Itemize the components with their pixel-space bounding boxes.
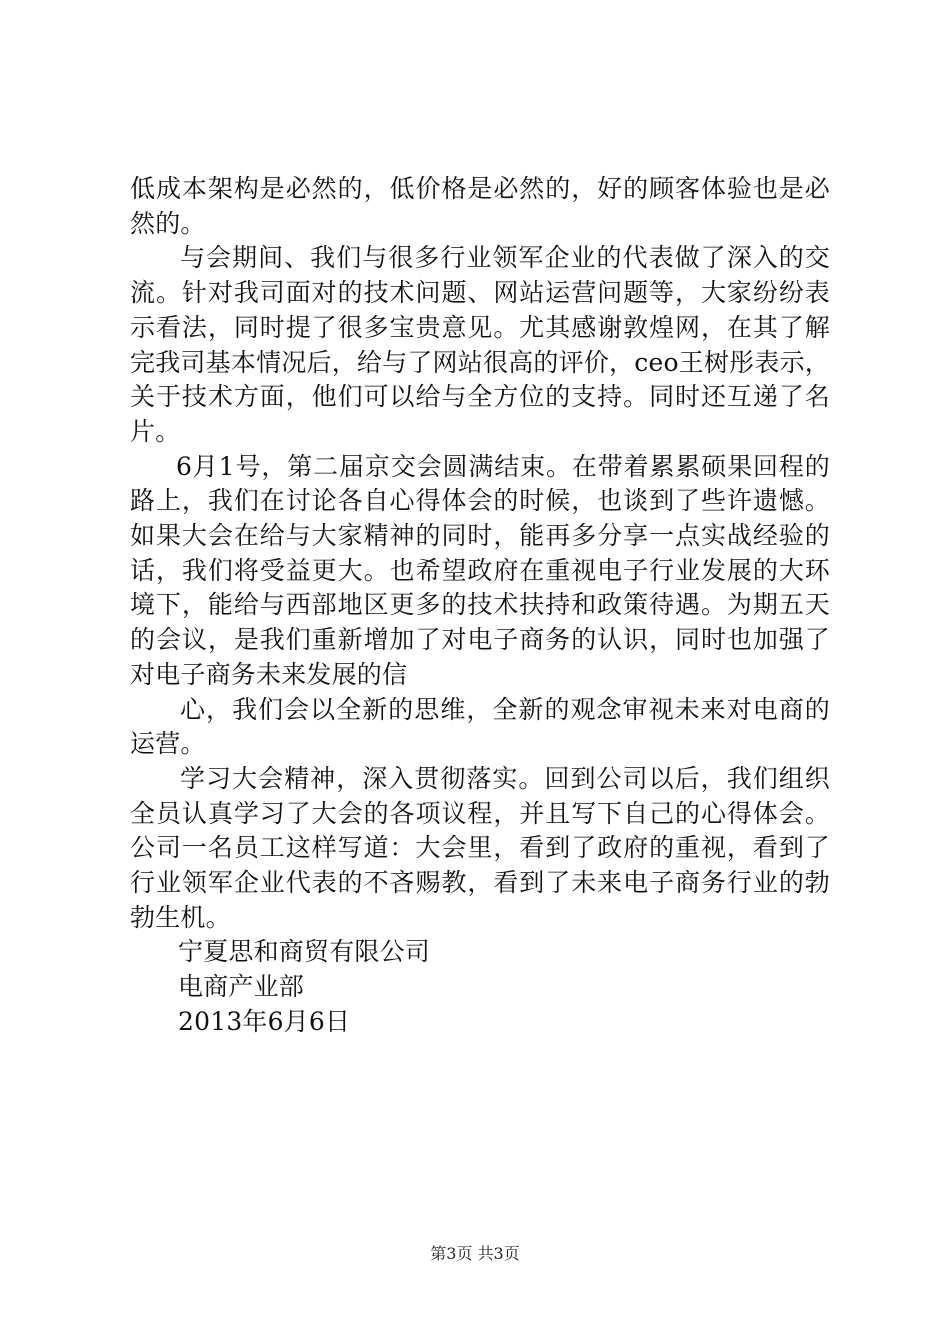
signature-date: 2013年6月6日 bbox=[178, 1006, 351, 1036]
signature-department: 电商产业部 bbox=[178, 972, 305, 1002]
paragraph-1: 低成本架构是必然的，低价格是必然的，好的顾客体验也是必然的。 bbox=[130, 174, 830, 238]
paragraph-4: 心，我们会以全新的思维，全新的观念审视未来对电商的运营。 bbox=[130, 694, 830, 759]
paragraph-2: 与会期间、我们与很多行业领军企业的代表做了深入的交流。针对我司面对的技术问题、网站运营问题等，大家纷纷表示看法，同时提了很多宝贵意见。尤其感谢敦煌网，在其了解完我司基本情况后，给与了网站很高的评价，ceo王树彤表示，关于技术方面，他们可以给与全方位的支持。同时还互递了名片。 bbox=[130, 243, 830, 446]
page-number-footer: 第3页 共3页 bbox=[430, 1244, 520, 1263]
signature-company: 宁夏思和商贸有限公司 bbox=[178, 937, 431, 967]
document-body bbox=[130, 172, 830, 1040]
paragraph-5: 学习大会精神，深入贯彻落实。回到公司以后，我们组织全员认真学习了大会的各项议程，并且写下自己的心得体会。公司一名员工这样写道：大会里，看到了政府的重视，看到了行业领军企业代表的不吝赐教，看到了未来电子商务行业的勃勃生机。 bbox=[130, 763, 830, 932]
paragraph-3: 6月1号，第二届京交会圆满结束。在带着累累硕果回程的路上，我们在讨论各自心得体会的时候，也谈到了些许遗憾。如果大会在给与大家精神的同时，能再多分享一点实战经验的话，我们将受益更大。也希望政府在重视电子行业发展的大环境下，能给与西部地区更多的技术扶持和政策待遇。为期五天的会议，是我们重新增加了对电子商务的认识，同时也加强了对电子商务未来发展的信 bbox=[130, 451, 830, 689]
